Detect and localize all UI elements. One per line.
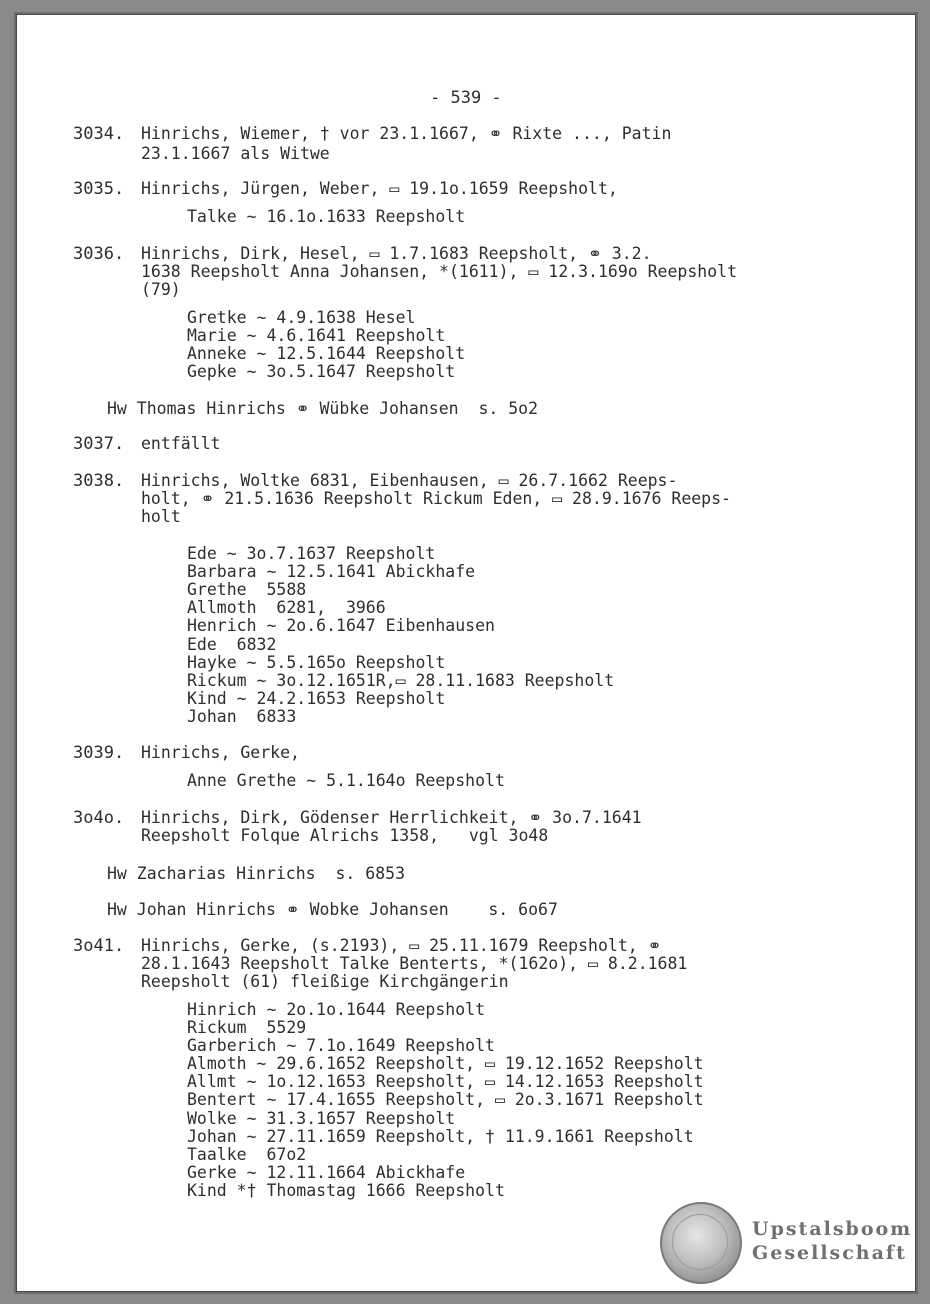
child-line: Kind *† Thomastag 1666 Reepsholt bbox=[187, 1181, 505, 1200]
entry-line: Hinrichs, Woltke 6831, Eibenhausen, ▭ 26.7.1662 Reeps- bbox=[141, 471, 678, 490]
child-line: Wolke ~ 31.3.1657 Reepsholt bbox=[187, 1109, 456, 1128]
entry-line: entfällt bbox=[141, 434, 221, 453]
child-line: Rickum ~ 3o.12.1651R,▭ 28.11.1683 Reepsholt bbox=[187, 671, 615, 690]
child-line: Barbara ~ 12.5.1641 Abickhafe bbox=[187, 562, 476, 581]
child-line: Johan 6833 bbox=[187, 707, 297, 726]
household-note: Hw Thomas Hinrichs ⚭ Wübke Johansen s. 5o2 bbox=[107, 399, 539, 418]
child-line: Johan ~ 27.11.1659 Reepsholt, † 11.9.1661 Reepsholt bbox=[187, 1127, 694, 1146]
child-line: Gerke ~ 12.11.1664 Abickhafe bbox=[187, 1163, 466, 1182]
child-line: Talke ~ 16.1o.1633 Reepsholt bbox=[187, 207, 466, 226]
entry-number: 3035. bbox=[73, 179, 125, 199]
child-line: Allmt ~ 1o.12.1653 Reepsholt, ▭ 14.12.1653 Reepsholt bbox=[187, 1072, 704, 1091]
household-note: Hw Johan Hinrichs ⚭ Wobke Johansen s. 6o67 bbox=[107, 900, 558, 919]
child-line: Gepke ~ 3o.5.1647 Reepsholt bbox=[187, 362, 456, 381]
child-line: Hinrich ~ 2o.1o.1644 Reepsholt bbox=[187, 1000, 486, 1019]
entry-line: Hinrichs, Dirk, Gödenser Herrlichkeit, ⚭ 3o.7.1641 bbox=[141, 808, 642, 827]
entry-number: 3034. bbox=[73, 124, 125, 144]
entry-line: Hinrichs, Gerke, bbox=[141, 743, 300, 762]
child-line: Kind ~ 24.2.1653 Reepsholt bbox=[187, 689, 446, 708]
entry-line: holt bbox=[141, 507, 181, 526]
child-line: Gretke ~ 4.9.1638 Hesel bbox=[187, 308, 416, 327]
child-line: Rickum 5529 bbox=[187, 1018, 307, 1037]
child-line: Anneke ~ 12.5.1644 Reepsholt bbox=[187, 344, 466, 363]
society-seal-icon bbox=[660, 1202, 742, 1284]
child-line: Anne Grethe ~ 5.1.164o Reepsholt bbox=[187, 771, 505, 790]
child-line: Taalke 67o2 bbox=[187, 1145, 307, 1164]
child-line: Henrich ~ 2o.6.1647 Eibenhausen bbox=[187, 616, 495, 635]
child-line: Hayke ~ 5.5.165o Reepsholt bbox=[187, 653, 446, 672]
household-note: Hw Zacharias Hinrichs s. 6853 bbox=[107, 864, 406, 883]
child-line: Grethe 5588 bbox=[187, 580, 307, 599]
entry-line: Reepsholt (61) fleißige Kirchgängerin bbox=[141, 972, 509, 991]
entry-line: 28.1.1643 Reepsholt Talke Benterts, *(162o), ▭ 8.2.1681 bbox=[141, 954, 688, 973]
entry-line: holt, ⚭ 21.5.1636 Reepsholt Rickum Eden, ▭ 28.9.1676 Reeps- bbox=[141, 489, 731, 508]
child-line: Ede ~ 3o.7.1637 Reepsholt bbox=[187, 544, 436, 563]
entry-line: Hinrichs, Jürgen, Weber, ▭ 19.1o.1659 Reepsholt, bbox=[141, 179, 618, 198]
watermark-line2: Gesellschaft bbox=[752, 1242, 907, 1264]
entry-number: 3o41. bbox=[73, 936, 125, 956]
entry-number: 3036. bbox=[73, 244, 125, 264]
entry-line: (79) bbox=[141, 280, 181, 299]
entry-line: Hinrichs, Wiemer, † vor 23.1.1667, ⚭ Rixte ..., Patin bbox=[141, 124, 672, 143]
child-line: Garberich ~ 7.1o.1649 Reepsholt bbox=[187, 1036, 495, 1055]
entry-line: Reepsholt Folque Alrichs 1358, vgl 3o48 bbox=[141, 826, 549, 845]
entry-number: 3o4o. bbox=[73, 808, 125, 828]
watermark-line1: Upstalsboom bbox=[752, 1218, 913, 1240]
page-number: - 539 - bbox=[430, 88, 502, 108]
child-line: Marie ~ 4.6.1641 Reepsholt bbox=[187, 326, 446, 345]
entry-line: 23.1.1667 als Witwe bbox=[141, 144, 330, 163]
entry-line: Hinrichs, Gerke, (s.2193), ▭ 25.11.1679 Reepsholt, ⚭ bbox=[141, 936, 662, 955]
child-line: Ede 6832 bbox=[187, 635, 277, 654]
entry-line: Hinrichs, Dirk, Hesel, ▭ 1.7.1683 Reepsholt, ⚭ 3.2. bbox=[141, 244, 652, 263]
child-line: Allmoth 6281, 3966 bbox=[187, 598, 386, 617]
entry-number: 3038. bbox=[73, 471, 125, 491]
entry-number: 3037. bbox=[73, 434, 125, 454]
entry-line: 1638 Reepsholt Anna Johansen, *(1611), ▭ 12.3.169o Reepsholt bbox=[141, 262, 738, 281]
entry-number: 3039. bbox=[73, 743, 125, 763]
child-line: Almoth ~ 29.6.1652 Reepsholt, ▭ 19.12.1652 Reepsholt bbox=[187, 1054, 704, 1073]
child-line: Bentert ~ 17.4.1655 Reepsholt, ▭ 2o.3.1671 Reepsholt bbox=[187, 1090, 704, 1109]
